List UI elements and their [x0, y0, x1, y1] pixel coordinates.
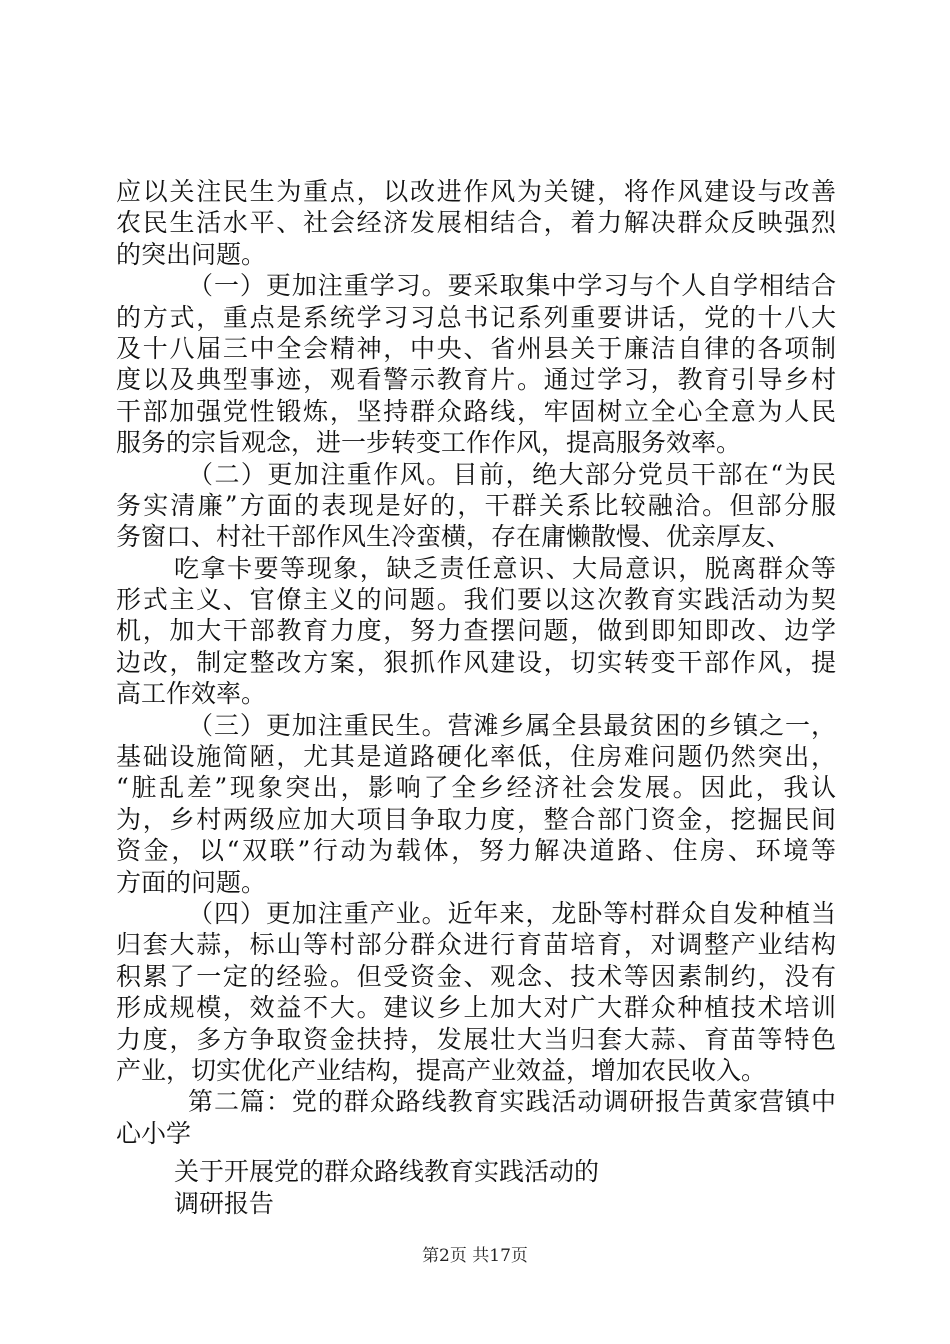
text-line: 基础设施简陋，尤其是道路硬化率低，住房难问题仍然突出， [116, 742, 836, 772]
text-line: 第二篇：党的群众路线教育实践活动调研报告黄家营镇中 [188, 1087, 836, 1117]
text-line: 心小学 [116, 1118, 192, 1148]
text-line: （三）更加注重民生。营滩乡属全县最贫困的乡镇之一， [188, 710, 836, 740]
text-line: （二）更加注重作风。目前，绝大部分党员干部在“为民 [188, 459, 836, 489]
text-line: 干部加强党性锻炼，坚持群众路线，牢固树立全心全意为人民 [116, 396, 836, 426]
text-line: 为，乡村两级应加大项目争取力度，整合部门资金，挖掘民间 [116, 804, 836, 834]
text-line: 归套大蒜，标山等村部分群众进行育苗培育，对调整产业结构 [116, 930, 836, 960]
text-line: （一）更加注重学习。要采取集中学习与个人自学相结合 [188, 271, 836, 301]
document-body [116, 176, 836, 1219]
text-line: 积累了一定的经验。但受资金、观念、技术等因素制约，没有 [116, 961, 836, 991]
text-line: 的突出问题。 [116, 239, 267, 269]
text-line: 高工作效率。 [116, 679, 267, 709]
text-line: “脏乱差”现象突出，影响了全乡经济社会发展。因此，我认 [116, 773, 836, 803]
text-line: 关于开展党的群众路线教育实践活动的 [174, 1157, 600, 1187]
text-line: 度以及典型事迹，观看警示教育片。通过学习，教育引导乡村 [116, 365, 836, 395]
page-footer: 第2页 共17页 [422, 1246, 528, 1266]
text-line: 机，加大干部教育力度，努力查摆问题，做到即知即改、边学 [116, 616, 836, 646]
text-line: 务窗口、村社干部作风生冷蛮横，存在庸懒散慢、优亲厚友、 [116, 522, 792, 552]
text-line: 务实清廉”方面的表现是好的，干群关系比较融洽。但部分服 [116, 490, 836, 520]
line-spacer [116, 1149, 836, 1156]
text-line: 资金，以“双联”行动为载体，努力解决道路、住房、环境等 [116, 836, 836, 866]
text-line: 产业，切实优化产业结构，提高产业效益，增加农民收入。 [116, 1055, 767, 1085]
text-line: 边改，制定整改方案，狠抓作风建设，切实转变干部作风，提 [116, 647, 836, 677]
text-line: 形式主义、官僚主义的问题。我们要以这次教育实践活动为契 [116, 585, 836, 615]
text-line: 形成规模，效益不大。建议乡上加大对广大群众种植技术培训 [116, 993, 836, 1023]
text-line: 吃拿卡要等现象，缺乏责任意识、大局意识，脱离群众等 [174, 553, 836, 583]
text-line: 应以关注民生为重点，以改进作风为关键，将作风建设与改善 [116, 177, 836, 206]
text-line: （四）更加注重产业。近年来，龙卧等村群众自发种植当 [188, 898, 836, 928]
text-line: 的方式，重点是系统学习习总书记系列重要讲话，党的十八大 [116, 302, 836, 332]
text-line: 方面的问题。 [116, 867, 267, 897]
text-line: 调研报告 [174, 1188, 275, 1218]
text-line: 服务的宗旨观念，进一步转变工作作风，提高服务效率。 [116, 428, 742, 458]
text-line: 农民生活水平、社会经济发展相结合，着力解决群众反映强烈 [116, 208, 836, 238]
text-line: 力度，多方争取资金扶持，发展壮大当归套大蒜、育苗等特色 [116, 1024, 836, 1054]
text-line: 及十八届三中全会精神，中央、省州县关于廉洁自律的各项制 [116, 333, 836, 363]
